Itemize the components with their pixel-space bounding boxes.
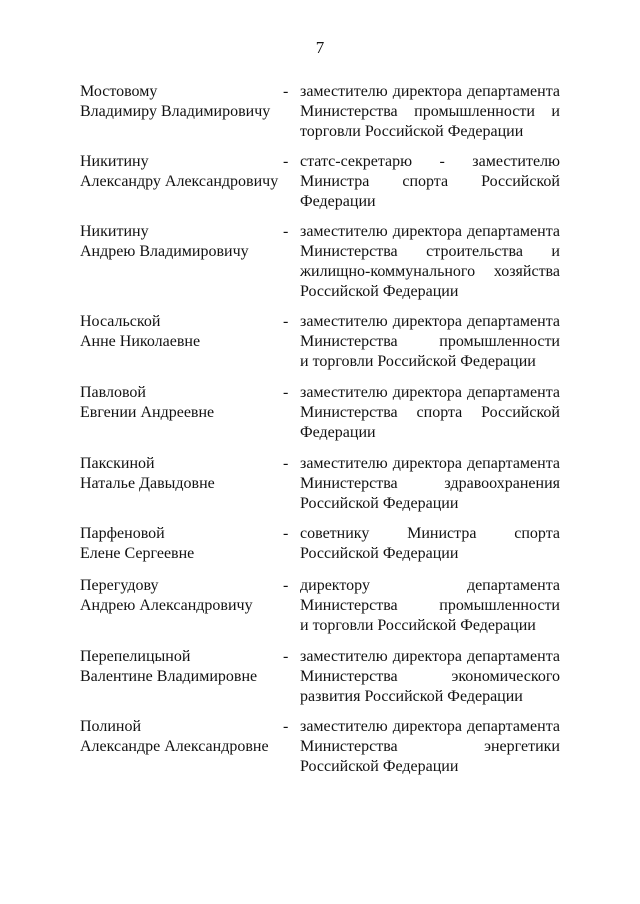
surname: Перегудову xyxy=(80,577,159,594)
person-name xyxy=(80,312,280,352)
surname: Никитину xyxy=(80,223,149,240)
position-text xyxy=(300,152,560,212)
dash: - xyxy=(283,455,289,472)
dash: - xyxy=(283,525,289,542)
position-line: статс-секретарю - заместителю xyxy=(300,153,560,170)
given-names: Валентине Владимировне xyxy=(80,668,258,685)
position-line: Федерации xyxy=(300,193,376,210)
dash: - xyxy=(283,83,289,100)
position-line: Российской Федерации xyxy=(300,545,459,562)
position-line: Министерства промышленности xyxy=(300,333,560,350)
position-text xyxy=(300,82,560,142)
position-line: Российской Федерации xyxy=(300,283,459,300)
given-names: Андрею Александровичу xyxy=(80,597,253,614)
dash: - xyxy=(283,718,289,735)
dash: - xyxy=(283,313,289,330)
position-text xyxy=(300,576,560,636)
dash: - xyxy=(283,648,289,665)
surname: Пакскиной xyxy=(80,455,155,472)
surname: Носальской xyxy=(80,313,161,330)
position-line: Министерства строительства и xyxy=(300,243,560,260)
person-name xyxy=(80,222,280,262)
given-names: Елене Сергеевне xyxy=(80,545,195,562)
position-line: заместителю директора департамента xyxy=(300,83,560,100)
position-text xyxy=(300,222,560,302)
surname: Перепелицыной xyxy=(80,648,191,665)
position-line: Российской Федерации xyxy=(300,495,459,512)
position-line: заместителю директора департамента xyxy=(300,648,560,665)
person-name xyxy=(80,524,280,564)
position-line: и торговли Российской Федерации xyxy=(300,617,536,634)
position-line: заместителю директора департамента xyxy=(300,223,560,240)
position-line: жилищно-коммунального хозяйства xyxy=(300,263,560,280)
surname: Парфеновой xyxy=(80,525,165,542)
position-line: заместителю директора департамента xyxy=(300,455,560,472)
page-number: 7 xyxy=(315,38,325,57)
person-name xyxy=(80,717,280,757)
surname: Полиной xyxy=(80,718,142,735)
position-line: заместителю директора департамента xyxy=(300,718,560,735)
position-line: торговли Российской Федерации xyxy=(300,123,524,140)
surname: Мостовому xyxy=(80,83,158,100)
person-name xyxy=(80,647,280,687)
position-line: Министерства промышленности xyxy=(300,597,560,614)
position-line: советнику Министра спорта xyxy=(300,525,560,542)
given-names: Александру Александровичу xyxy=(80,173,279,190)
dash: - xyxy=(283,384,289,401)
position-line: Министерства промышленности и xyxy=(300,103,560,120)
position-line: Министерства энергетики xyxy=(300,738,560,755)
given-names: Анне Николаевне xyxy=(80,333,201,350)
surname: Павловой xyxy=(80,384,146,401)
position-text xyxy=(300,383,560,443)
position-line: директору департамента xyxy=(300,577,560,594)
position-line: Министра спорта Российской xyxy=(300,173,560,190)
position-text xyxy=(300,454,560,514)
position-line: Федерации xyxy=(300,424,376,441)
person-name xyxy=(80,576,280,616)
position-line: и торговли Российской Федерации xyxy=(300,353,536,370)
given-names: Александре Александровне xyxy=(80,738,269,755)
dash: - xyxy=(283,577,289,594)
person-name xyxy=(80,454,280,494)
given-names: Андрею Владимировичу xyxy=(80,243,249,260)
position-text xyxy=(300,312,560,372)
position-line: Министерства спорта Российской xyxy=(300,404,560,421)
surname: Никитину xyxy=(80,153,149,170)
position-line: Российской Федерации xyxy=(300,758,459,775)
given-names: Евгении Андреевне xyxy=(80,404,215,421)
person-name xyxy=(80,152,280,192)
position-line: заместителю директора департамента xyxy=(300,313,560,330)
person-name xyxy=(80,82,280,122)
dash: - xyxy=(283,153,289,170)
position-text xyxy=(300,647,560,707)
position-text xyxy=(300,524,560,564)
position-line: Министерства здравоохранения xyxy=(300,475,560,492)
dash: - xyxy=(283,223,289,240)
person-name xyxy=(80,383,280,423)
position-text xyxy=(300,717,560,777)
position-line: Министерства экономического xyxy=(300,668,560,685)
position-line: развития Российской Федерации xyxy=(300,688,523,705)
given-names: Наталье Давыдовне xyxy=(80,475,215,492)
given-names: Владимиру Владимировичу xyxy=(80,103,271,120)
position-line: заместителю директора департамента xyxy=(300,384,560,401)
